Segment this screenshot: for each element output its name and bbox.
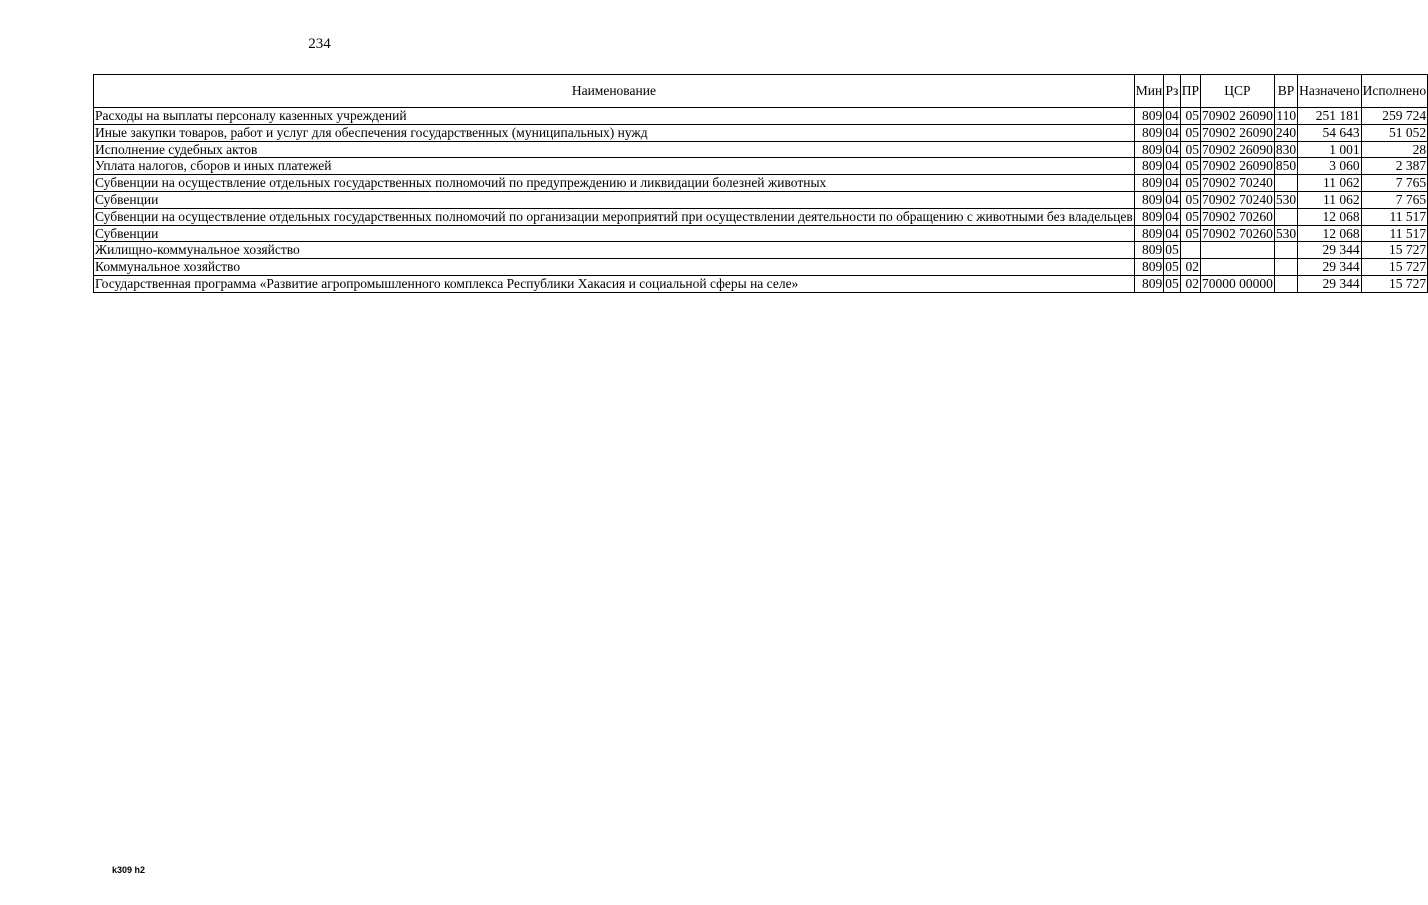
row-assigned: 12 068: [1298, 225, 1362, 242]
row-pr: 05: [1180, 124, 1200, 141]
row-name: Расходы на выплаты персоналу казенных учреждений: [94, 108, 1135, 125]
row-vr: [1274, 208, 1297, 225]
row-executed: 51 052: [1361, 124, 1427, 141]
row-rz: 05: [1165, 259, 1179, 275]
table-row: [94, 275, 1428, 292]
row-name: Субвенции: [94, 225, 1135, 242]
row-csr: 70902 70260: [1201, 225, 1273, 241]
col-header-assigned: Назначено: [1298, 75, 1362, 108]
row-assigned: 1 001: [1298, 141, 1362, 158]
footer-code: k309 h2: [112, 865, 146, 875]
row-csr: 70902 70240: [1201, 175, 1273, 191]
row-assigned: 54 643: [1298, 124, 1362, 141]
row-min: 809: [1134, 242, 1163, 259]
table-row: [94, 175, 1428, 192]
row-pr: 05: [1180, 108, 1200, 125]
row-min: 809: [1134, 158, 1163, 175]
row-pr: 05: [1180, 191, 1200, 208]
table-row: [94, 259, 1428, 276]
table-row: [94, 158, 1428, 175]
col-header-vr: ВР: [1274, 75, 1297, 108]
row-assigned: 251 181: [1298, 108, 1362, 125]
row-assigned: 29 344: [1298, 259, 1362, 276]
row-csr: 70902 26090: [1201, 158, 1273, 174]
row-min: 809: [1134, 208, 1163, 225]
row-executed: 11 517: [1361, 225, 1427, 242]
row-min: 809: [1134, 108, 1163, 125]
row-min: 809: [1134, 124, 1163, 141]
table-row: [94, 124, 1428, 141]
table-row: [94, 108, 1428, 125]
row-vr: 240: [1275, 124, 1297, 140]
row-executed: 15 727: [1361, 259, 1427, 276]
row-pr: 05: [1180, 225, 1200, 242]
row-vr: 850: [1275, 158, 1297, 174]
row-rz: 04: [1165, 208, 1179, 224]
row-executed: 259 724: [1361, 108, 1427, 125]
row-assigned: 29 344: [1298, 275, 1362, 292]
row-csr: 70902 70260: [1201, 208, 1273, 224]
row-csr: 70000 00000: [1201, 275, 1273, 291]
row-vr: 530: [1275, 191, 1297, 207]
row-vr: 830: [1275, 141, 1297, 157]
col-header-rz: Рз: [1164, 75, 1181, 108]
row-min: 809: [1134, 275, 1163, 292]
row-csr: 70902 70240: [1201, 191, 1273, 207]
row-rz: 04: [1165, 175, 1179, 191]
row-name: Субвенции: [94, 191, 1135, 208]
row-csr: 70902 26090: [1201, 108, 1273, 123]
row-pr: 05: [1180, 158, 1200, 175]
row-name: Коммунальное хозяйство: [94, 259, 1135, 276]
col-header-csr: ЦСР: [1200, 75, 1274, 108]
row-assigned: 12 068: [1298, 208, 1362, 225]
row-executed: 11 517: [1361, 208, 1427, 225]
row-vr: 530: [1275, 225, 1297, 241]
row-rz: 04: [1165, 158, 1179, 174]
col-header-name: Наименование: [94, 75, 1135, 108]
row-vr: [1274, 259, 1297, 276]
row-csr: [1200, 259, 1274, 276]
row-rz: 05: [1165, 242, 1179, 258]
row-min: 809: [1134, 191, 1163, 208]
col-header-min: Мин: [1134, 75, 1163, 108]
row-assigned: 11 062: [1298, 191, 1362, 208]
page-number: 234: [308, 36, 331, 52]
row-assigned: 3 060: [1298, 158, 1362, 175]
row-name: Субвенции на осуществление отдельных государственных полномочий по организации мероприятий при осуществлении деятельности по обращению с животными без владельцев: [95, 208, 1133, 224]
row-pr: [1180, 242, 1200, 259]
row-csr: [1200, 242, 1274, 259]
table-row: [94, 225, 1428, 242]
row-csr: 70902 26090: [1201, 141, 1273, 157]
row-name: Иные закупки товаров, работ и услуг для обеспечения государственных (муниципальных) нужд: [94, 124, 1135, 141]
row-vr: 110: [1276, 108, 1297, 123]
row-vr: [1274, 242, 1297, 259]
row-executed: 15 727: [1361, 275, 1427, 292]
row-rz: 04: [1165, 225, 1179, 241]
row-executed: 15 727: [1361, 242, 1427, 259]
row-executed: 7 765: [1361, 175, 1427, 192]
row-pr: 02: [1180, 259, 1200, 276]
table-row: [94, 191, 1428, 208]
row-assigned: 29 344: [1298, 242, 1362, 259]
table-row: [94, 208, 1428, 225]
row-pr: 05: [1180, 175, 1200, 192]
row-pr: 05: [1180, 141, 1200, 158]
row-name: Исполнение судебных актов: [94, 141, 1135, 158]
row-rz: 04: [1165, 191, 1179, 207]
table-row: [94, 242, 1428, 259]
row-executed: 28: [1361, 141, 1427, 158]
row-assigned: 11 062: [1298, 175, 1362, 192]
row-pr: 02: [1180, 275, 1200, 292]
row-vr: [1274, 275, 1297, 292]
row-rz: 04: [1165, 108, 1179, 123]
row-rz: 04: [1165, 141, 1179, 157]
budget-table: [93, 74, 1428, 293]
row-executed: 7 765: [1361, 191, 1427, 208]
row-name: Субвенции на осуществление отдельных государственных полномочий по предупреждению и ликвидации болезней животных: [94, 175, 1135, 192]
col-header-executed: Исполнено: [1361, 75, 1427, 108]
row-csr: 70902 26090: [1201, 124, 1273, 140]
row-min: 809: [1134, 175, 1163, 192]
table-row: [94, 141, 1428, 158]
table-header-row: [94, 75, 1428, 108]
row-name: Уплата налогов, сборов и иных платежей: [94, 158, 1135, 175]
row-rz: 04: [1165, 124, 1179, 140]
row-min: 809: [1134, 141, 1163, 158]
row-pr: 05: [1180, 208, 1200, 225]
row-rz: 05: [1165, 275, 1179, 291]
col-header-pr: ПР: [1180, 75, 1200, 108]
row-name: Государственная программа «Развитие агропромышленного комплекса Республики Хакасия и социальной сферы на селе»: [94, 275, 1135, 292]
row-vr: [1274, 175, 1297, 192]
row-min: 809: [1134, 259, 1163, 276]
row-min: 809: [1134, 225, 1163, 242]
row-name: Жилищно-коммунальное хозяйство: [94, 242, 1135, 259]
row-executed: 2 387: [1361, 158, 1427, 175]
